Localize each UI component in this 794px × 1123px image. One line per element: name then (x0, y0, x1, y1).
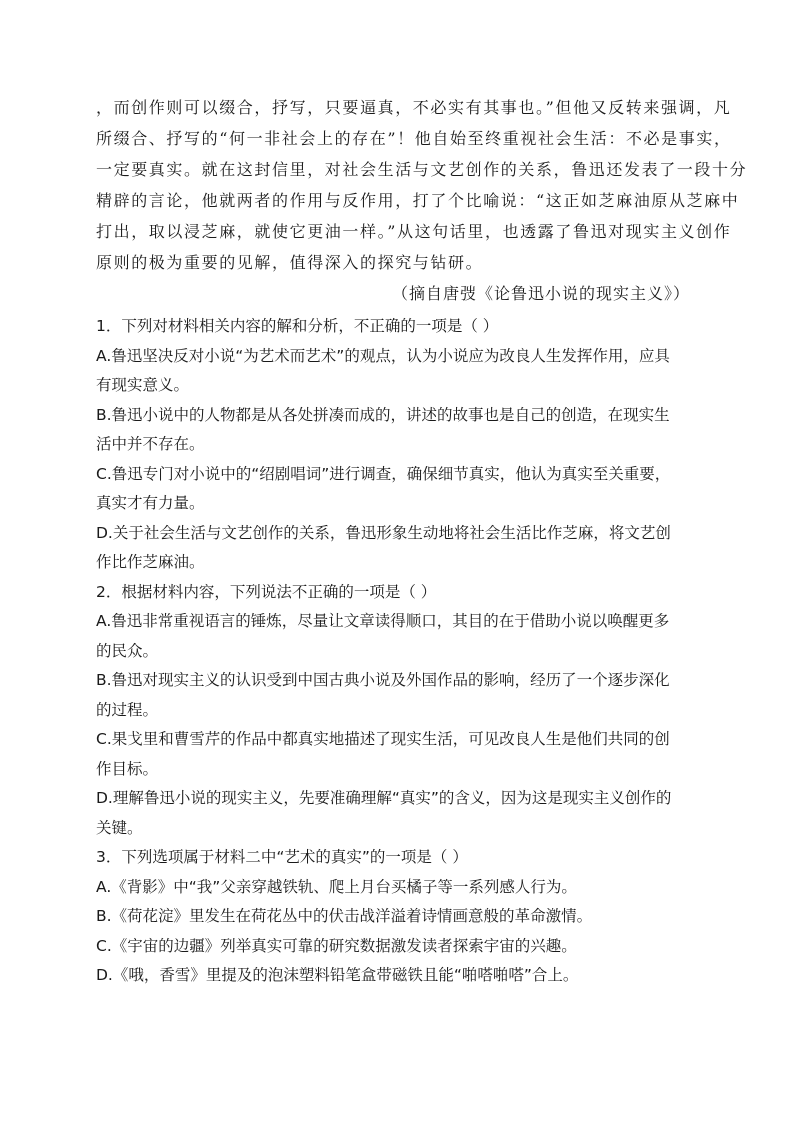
question-list (96, 312, 696, 991)
passage-line: 一定要真实。就在这封信里，对社会生活与文艺创作的关系，鲁迅还发表了一段十分 (96, 160, 748, 179)
option-line: 的民众。 (96, 641, 159, 660)
passage-line: 所缀合、抒写的“何一非社会上的存在”！他自始至终重视社会生活：不必是事实， (96, 129, 732, 148)
option-line: 的过程。 (96, 700, 159, 719)
question-stem: 3．下列选项属于材料二中“艺术的真实”的一项是（ ） (96, 848, 468, 866)
passage-line: 打出，取以浸芝麻，就使它更油一样。”从这句话里，也透露了鲁迅对现实主义创作 (96, 222, 732, 241)
passage-text (96, 92, 748, 278)
option-line: B.《荷花淀》里发生在荷花丛中的伏击战洋溢着诗情画意般的革命激情。 (96, 907, 593, 925)
option-line: B.鲁迅对现实主义的认识受到中国古典小说及外国作品的影响，经历了一个逐步深化 (96, 671, 670, 689)
option-line: D.关于社会生活与文艺创作的关系，鲁迅形象生动地将社会生活比作芝麻，将文艺创 (96, 523, 671, 542)
option-line: B.鲁迅小说中的人物都是从各处拼凑而成的，讲述的故事也是自己的创造，在现实生 (96, 405, 670, 424)
option-line: C.果戈里和曹雪芹的作品中都真实地描述了现实生活，可见改良人生是他们共同的创 (96, 730, 670, 748)
option-line: A.《背影》中“我”父亲穿越铁轨、爬上月台买橘子等一系列感人行为。 (96, 877, 577, 896)
option-line: 活中并不存在。 (96, 435, 205, 453)
option-line: 关键。 (96, 818, 143, 837)
option-line: 作目标。 (96, 759, 159, 778)
passage-line: 精辟的言论，他就两者的作用与反作用，打了个比喻说：“这正如芝麻油原从芝麻中 (96, 191, 740, 210)
passage-line: ，而创作则可以缀合，抒写，只要逼真，不必实有其事也。”但他又反转来强调，凡 (96, 98, 732, 117)
question-stem: 2．根据材料内容，下列说法不正确的一项是（ ） (96, 582, 437, 601)
passage-line: 原则的极为重要的见解，值得深入的探究与钻研。 (96, 253, 484, 272)
option-line: A.鲁迅坚决反对小说“为艺术而艺术”的观点，认为小说应为改良人生发挥作用，应具 (96, 346, 670, 365)
option-line: D.《哦，香雪》里提及的泡沫塑料铅笔盒带磁铁且能“啪嗒啪嗒”合上。 (96, 966, 579, 984)
option-line: 真实才有力量。 (96, 494, 205, 512)
option-line: 有现实意义。 (96, 376, 190, 394)
option-line: C.鲁迅专门对小说中的“绍剧唱词”进行调查，确保细节真实，他认为真实至关重要， (96, 464, 671, 483)
option-line: 作比作芝麻油。 (96, 553, 205, 571)
option-line: D.理解鲁迅小说的现实主义，先要准确理解“真实”的含义，因为这是现实主义创作的 (96, 789, 672, 807)
option-line: C.《宇宙的边疆》列举真实可靠的研究数据激发读者探索宇宙的兴趣。 (96, 936, 577, 955)
option-line: A.鲁迅非常重视语言的锤炼，尽量让文章读得顺口，其目的在于借助小说以唤醒更多 (96, 612, 670, 630)
passage-source: （摘自唐弢《论鲁迅小说的现实主义》） (391, 284, 690, 303)
question-stem: 1．下列对材料相关内容的解和分析，不正确的一项是（ ） (96, 317, 499, 335)
